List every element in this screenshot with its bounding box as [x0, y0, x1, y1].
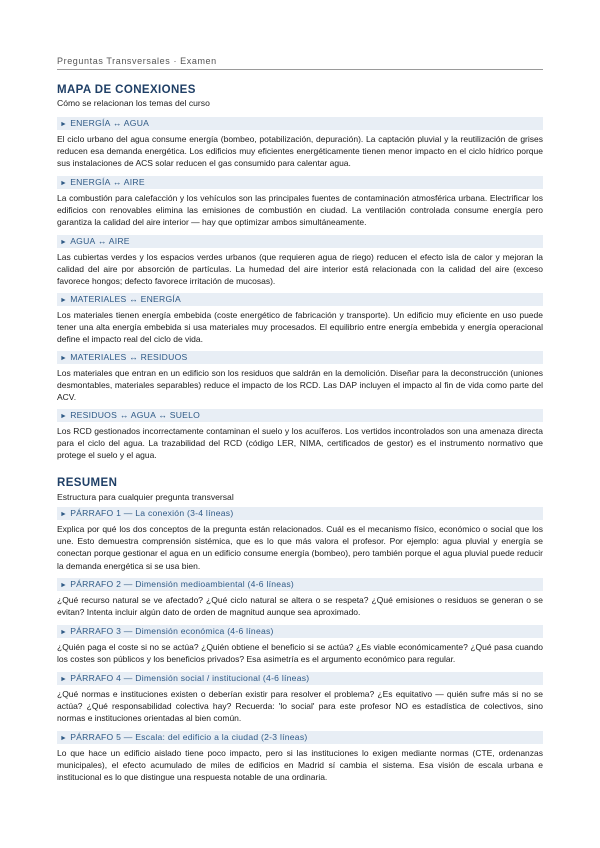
mapa-item-label: RESIDUOS ↔ AGUA ↔ SUELO — [70, 410, 201, 420]
resumen-title: RESUMEN — [57, 477, 118, 489]
mapa-item-label: AGUA ↔ AIRE — [70, 236, 130, 246]
mapa-item — [57, 293, 543, 346]
triangle-icon: ► — [60, 180, 68, 187]
resumen-item-label: PÁRRAFO 1 — La conexión (3-4 líneas) — [70, 508, 234, 518]
mapa-item-heading — [57, 235, 543, 248]
mapa-item-text: Las cubiertas verdes y los espacios verdes urbanos (que requieren agua de riego) reducen el efecto isla de calor y mejoran la calidad del aire por absorción de partículas. La humedad del aire interior está relacionada con la calidad del aire (exceso favorece hongos; defecto favorece irritación de mucosas). — [57, 252, 543, 287]
mapa-item-text: Los materiales tienen energía embebida (coste energético de fabricación y transporte). Un edificio muy eficiente en uso puede tener una alta energía embebida si usa materiales muy procesados. El equilibrio entre energía embebida y energía operacional define el impacto real del ciclo de vida. — [57, 310, 543, 345]
resumen-item-heading — [57, 507, 543, 520]
triangle-icon: ► — [60, 676, 68, 683]
triangle-icon: ► — [60, 735, 68, 742]
resumen-item-heading — [57, 672, 543, 685]
resumen-item — [57, 578, 543, 618]
triangle-icon: ► — [60, 297, 68, 304]
mapa-item-label: MATERIALES ↔ RESIDUOS — [70, 352, 188, 362]
resumen-item-heading — [57, 578, 543, 591]
resumen-item-label: PÁRRAFO 5 — Escala: del edificio a la ciudad (2-3 líneas) — [70, 732, 308, 742]
resumen-item-text: ¿Qué normas e instituciones existen o deberían existir para resolver el problema? ¿Es equitativo — quién sufre más si no se actúa? ¿Qué responsabilidad colectiva hay? Recuerda: 'lo social' para este profesor NO es estadística de colectivos, sino normas e instituciones orientadas al bien común. — [57, 689, 543, 724]
resumen-item-heading — [57, 731, 543, 744]
triangle-icon: ► — [60, 413, 68, 420]
mapa-item — [57, 176, 543, 229]
resumen-item-label: PÁRRAFO 4 — Dimensión social / institucional (4-6 líneas) — [70, 673, 310, 683]
resumen-item-text: Explica por qué los dos conceptos de la pregunta están relacionados. Cuál es el mecanismo físico, económico o social que los une. Esto demuestra comprensión sistémica, que es lo que más valora el profesor. Por ejemplo: agua pluvial y energía se conectan porque gestionar el agua en un edificio consume energía (bombeo), pero también porque el agua pluvial puede reducir la demanda energética si se usa bien. — [57, 524, 543, 571]
resumen-item-text: ¿Qué recurso natural se ve afectado? ¿Qué ciclo natural se altera o se respeta? ¿Qué emisiones o residuos se generan o se evitan? Intenta incluir algún dato de orden de magnitud aunque sea aproximado. — [57, 595, 543, 618]
mapa-item-heading — [57, 293, 543, 306]
resumen-item — [57, 731, 543, 784]
triangle-icon: ► — [60, 355, 68, 362]
mapa-item — [57, 351, 543, 404]
resumen-item-label: PÁRRAFO 3 — Dimensión económica (4-6 líneas) — [70, 626, 274, 636]
page-header: Preguntas Transversales · Examen — [57, 56, 543, 70]
resumen-item-text: Lo que hace un edificio aislado tiene poco impacto, pero si las instituciones lo exigen mediante normas (CTE, ordenanzas municipales), el efecto acumulado de miles de edificios en Madrid sí cambia el sistema. Esa visión de escala urbana e institucional es lo que distingue una respuesta notable de una ordinaria. — [57, 748, 543, 783]
triangle-icon: ► — [60, 582, 68, 589]
mapa-item-heading — [57, 351, 543, 364]
mapa-item-heading — [57, 176, 543, 189]
mapa-item-heading — [57, 117, 543, 130]
triangle-icon: ► — [60, 629, 68, 636]
mapa-item-text: El ciclo urbano del agua consume energía (bombeo, potabilización, depuración). La captación pluvial y la reutilización de grises reducen esa demanda energética. Los edificios muy eficientes energéticamente tienen menor impacto en el ciclo hídrico porque sus instalaciones de ACS solar reducen el gas consumido para calentar agua. — [57, 134, 543, 169]
resumen-item-heading — [57, 625, 543, 638]
mapa-item — [57, 235, 543, 288]
mapa-item-text: Los materiales que entran en un edificio son los residuos que saldrán en la demolición. Diseñar para la deconstrucción (uniones desmontables, materiales separables) reduce el impacto de los RCD. Las DAP incluyen el impacto al fin de vida como parte del ACV. — [57, 368, 543, 403]
mapa-item-text: La combustión para calefacción y los vehículos son las principales fuentes de contaminación atmosférica urbana. Electrificar los edificios con renovables elimina las emisiones de combustión en ciudad. La ventilación controlada consume energía pero garantiza la calidad del aire interior — hay que optimizar ambos simultáneamente. — [57, 193, 543, 228]
mapa-item-label: ENERGÍA ↔ AGUA — [70, 118, 150, 128]
resumen-item — [57, 672, 543, 725]
mapa-item — [57, 409, 543, 462]
resumen-item — [57, 625, 543, 665]
resumen-subtitle: Estructura para cualquier pregunta transversal — [57, 492, 234, 502]
mapa-item-label: ENERGÍA ↔ AIRE — [70, 177, 145, 187]
triangle-icon: ► — [60, 511, 68, 518]
mapa-item-heading — [57, 409, 543, 422]
resumen-item — [57, 507, 543, 572]
triangle-icon: ► — [60, 239, 68, 246]
resumen-item-text: ¿Quién paga el coste si no se actúa? ¿Quién obtiene el beneficio si se actúa? ¿Es viable económicamente? ¿Qué pasa cuando los costes son públicos y los beneficios privados? Esa asimetría es el argumento económico para regular. — [57, 642, 543, 665]
triangle-icon: ► — [60, 121, 68, 128]
mapa-item-label: MATERIALES ↔ ENERGÍA — [70, 294, 182, 304]
mapa-item — [57, 117, 543, 170]
mapa-item-text: Los RCD gestionados incorrectamente contaminan el suelo y los acuíferos. Los vertidos incontrolados son una amenaza directa para el ciclo del agua. La trazabilidad del RCD (código LER, NIMA, certificados de gestor) es el instrumento normativo que protege el suelo y el agua. — [57, 426, 543, 461]
resumen-item-label: PÁRRAFO 2 — Dimensión medioambiental (4-6 líneas) — [70, 579, 295, 589]
mapa-subtitle: Cómo se relacionan los temas del curso — [57, 98, 210, 108]
mapa-title: MAPA DE CONEXIONES — [57, 84, 196, 96]
